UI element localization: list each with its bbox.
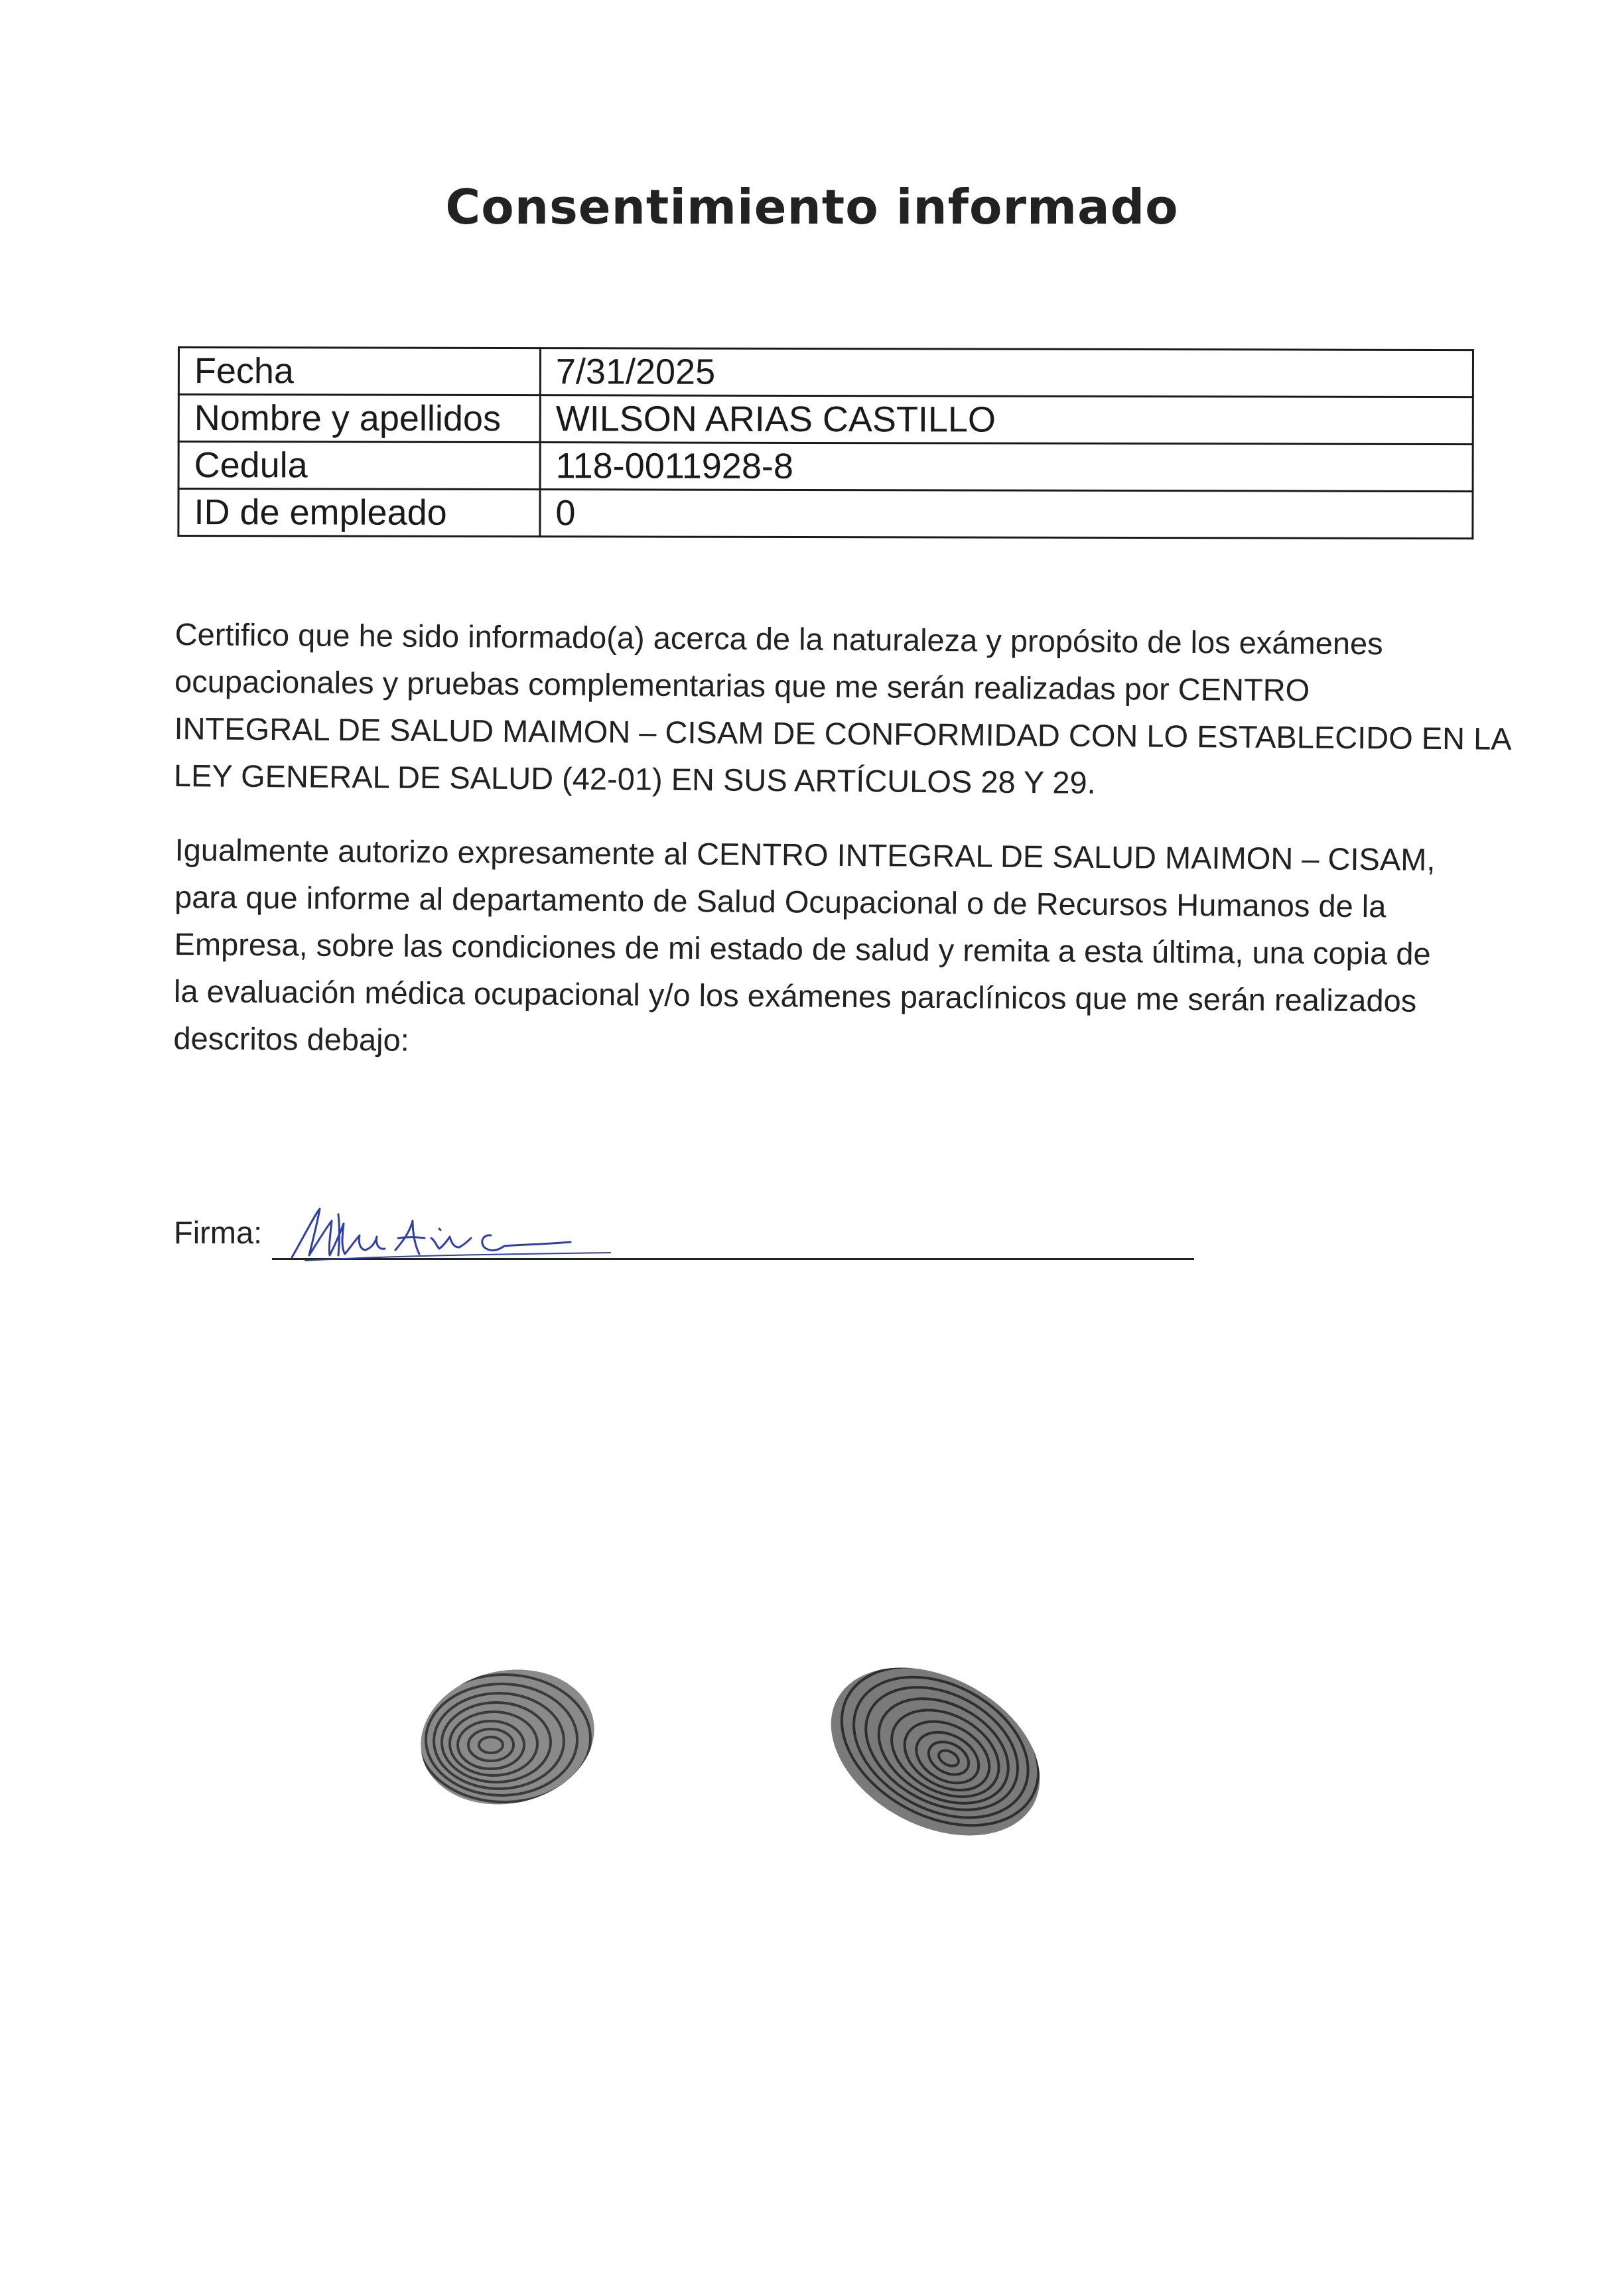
paragraph-line: la evaluación médica ocupacional y/o los exámenes paraclínicos que me serán realizados <box>173 973 1417 1018</box>
paragraph-line: descritos debajo: <box>173 1020 410 1058</box>
paragraph-line: LEY GENERAL DE SALUD (42-01) EN SUS ARTÍCULOS 28 Y 29. <box>173 757 1096 800</box>
fingerprint-right <box>816 1659 1055 1844</box>
field-label-fecha: Fecha <box>178 348 540 395</box>
signature-label: Firma: <box>174 1215 263 1250</box>
paragraph-line: Igualmente autorizo expresamente al CENTRO INTEGRAL DE SALUD MAIMON – CISAM, <box>174 831 1436 877</box>
field-label-id-empleado: ID de empleado <box>178 489 540 537</box>
paragraph-line: INTEGRAL DE SALUD MAIMON – CISAM DE CONFORMIDAD CON LO ESTABLECIDO EN LA <box>174 710 1512 756</box>
field-value-nombre: WILSON ARIAS CASTILLO <box>540 395 1473 445</box>
field-value-id-empleado: 0 <box>540 490 1473 539</box>
table-row <box>178 489 1473 539</box>
field-label-cedula: Cedula <box>178 442 540 490</box>
field-value-fecha: 7/31/2025 <box>540 348 1473 397</box>
paragraph-line: Empresa, sobre las condiciones de mi estado de salud y remita a esta última, una copia de <box>174 926 1431 971</box>
document-title: Consentimiento informado <box>445 179 1179 235</box>
paragraph-line: ocupacionales y pruebas complementarias que me serán realizadas por CENTRO <box>174 663 1310 708</box>
table-row <box>178 442 1473 492</box>
info-table <box>177 346 1474 539</box>
field-value-cedula: 118-0011928-8 <box>540 443 1473 492</box>
paragraph-line: Certifico que he sido informado(a) acerca de la naturaleza y propósito de los exámenes <box>174 616 1383 661</box>
certification-paragraph <box>173 610 1512 809</box>
field-label-nombre: Nombre y apellidos <box>178 395 540 443</box>
authorization-paragraph <box>173 826 1475 1072</box>
paragraph-line: para que informe al departamento de Salud Ocupacional o de Recursos Humanos de la <box>174 878 1387 924</box>
table-row <box>178 395 1473 445</box>
handwritten-signature <box>265 1194 637 1267</box>
fingerprint-left <box>411 1659 604 1811</box>
table-row <box>178 348 1473 397</box>
